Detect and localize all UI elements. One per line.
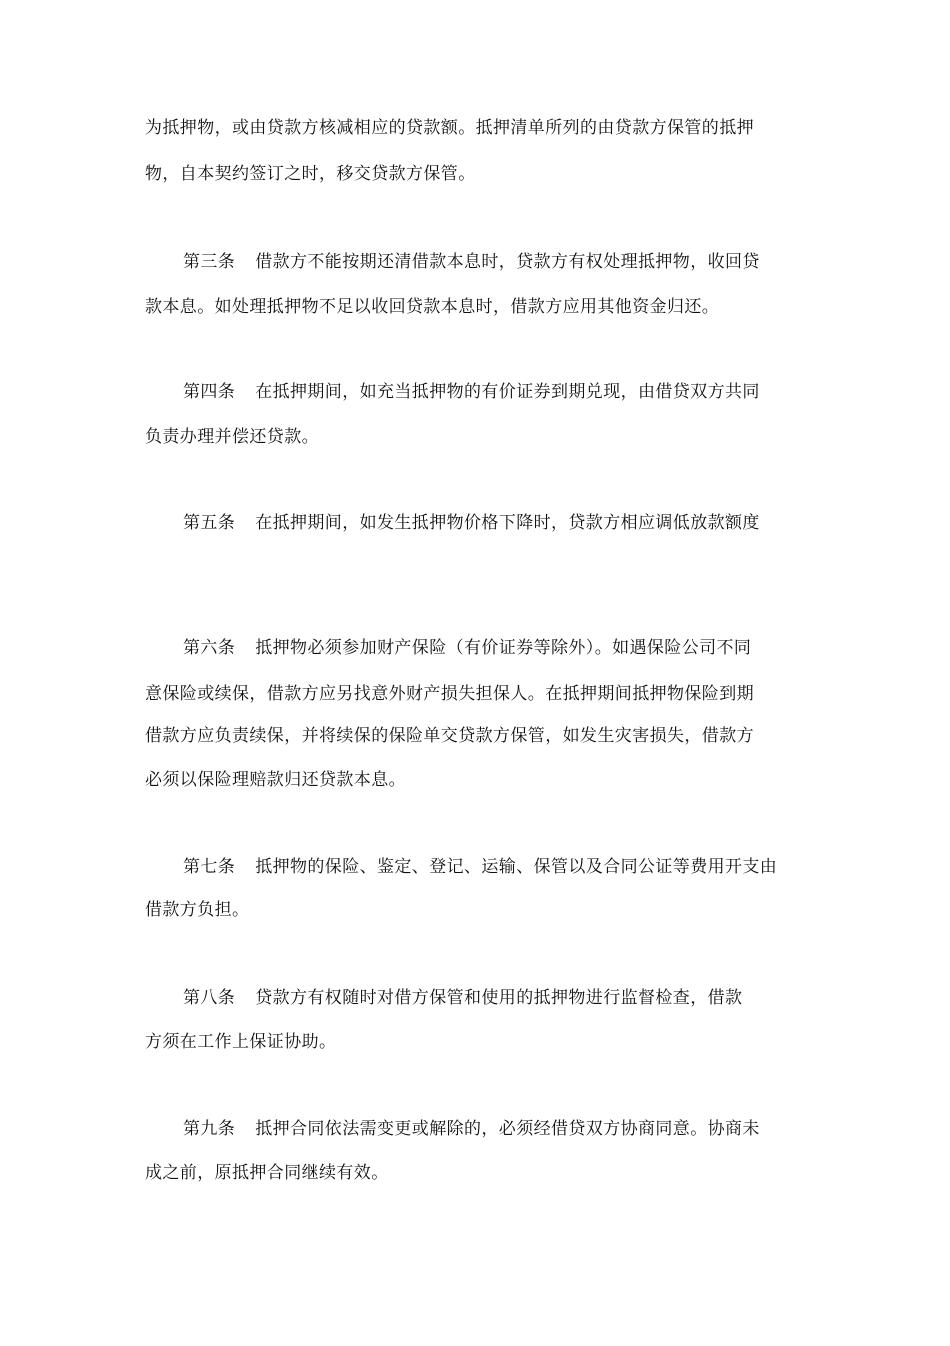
article-9-line-2: 成之前，原抵押合同继续有效。 <box>145 1163 389 1183</box>
article-8-first-line <box>183 986 742 1010</box>
article-4-text: 在抵押期间，如充当抵押物的有价证券到期兑现，由借贷双方共同 <box>255 382 760 402</box>
article-3-text: 借款方不能按期还清借款本息时，贷款方有权处理抵押物，收回贷 <box>255 252 760 272</box>
article-9-label: 第九条 <box>183 1119 236 1139</box>
article-3-label: 第三条 <box>183 252 236 272</box>
article-4-line-2: 负责办理并偿还贷款。 <box>145 427 319 447</box>
article-6-line-3: 借款方应负责续保，并将续保的保险单交贷款方保管，如发生灾害损失，借款方 <box>145 726 754 746</box>
article-6-label: 第六条 <box>183 638 236 658</box>
article-3-first-line <box>183 250 760 274</box>
article-4-first-line <box>183 380 760 404</box>
article-5-label: 第五条 <box>183 513 236 533</box>
article-6-text: 抵押物必须参加财产保险（有价证券等除外）。如遇保险公司不同 <box>255 638 752 658</box>
article-6-line-4: 必须以保险理赔款归还贷款本息。 <box>145 770 406 790</box>
article-8-line-2: 方须在工作上保证协助。 <box>145 1032 337 1052</box>
article-8-text: 贷款方有权随时对借方保管和使用的抵押物进行监督检查，借款 <box>255 988 743 1008</box>
article-6-first-line <box>183 636 751 660</box>
article-5-first-line <box>183 511 760 535</box>
intro-line-1: 为抵押物，或由贷款方核减相应的贷款额。抵押清单所列的由贷款方保管的抵押 <box>145 118 754 138</box>
intro-line-2: 物，自本契约签订之时，移交贷款方保管。 <box>145 164 476 184</box>
article-9-first-line <box>183 1117 760 1141</box>
article-5-text: 在抵押期间，如发生抵押物价格下降时，贷款方相应调低放款额度 <box>255 513 760 533</box>
article-7-text: 抵押物的保险、鉴定、登记、运输、保管以及合同公证等费用开支由 <box>255 857 778 877</box>
article-3-line-2: 款本息。如处理抵押物不足以收回贷款本息时，借款方应用其他资金归还。 <box>145 297 720 317</box>
article-7-first-line <box>183 855 777 879</box>
article-8-label: 第八条 <box>183 988 236 1008</box>
article-6-line-2: 意保险或续保，借款方应另找意外财产损失担保人。在抵押期间抵押物保险到期 <box>145 684 754 704</box>
article-7-label: 第七条 <box>183 857 236 877</box>
article-9-text: 抵押合同依法需变更或解除的，必须经借贷双方协商同意。协商未 <box>255 1119 760 1139</box>
article-4-label: 第四条 <box>183 382 236 402</box>
article-7-line-2: 借款方负担。 <box>145 900 250 920</box>
